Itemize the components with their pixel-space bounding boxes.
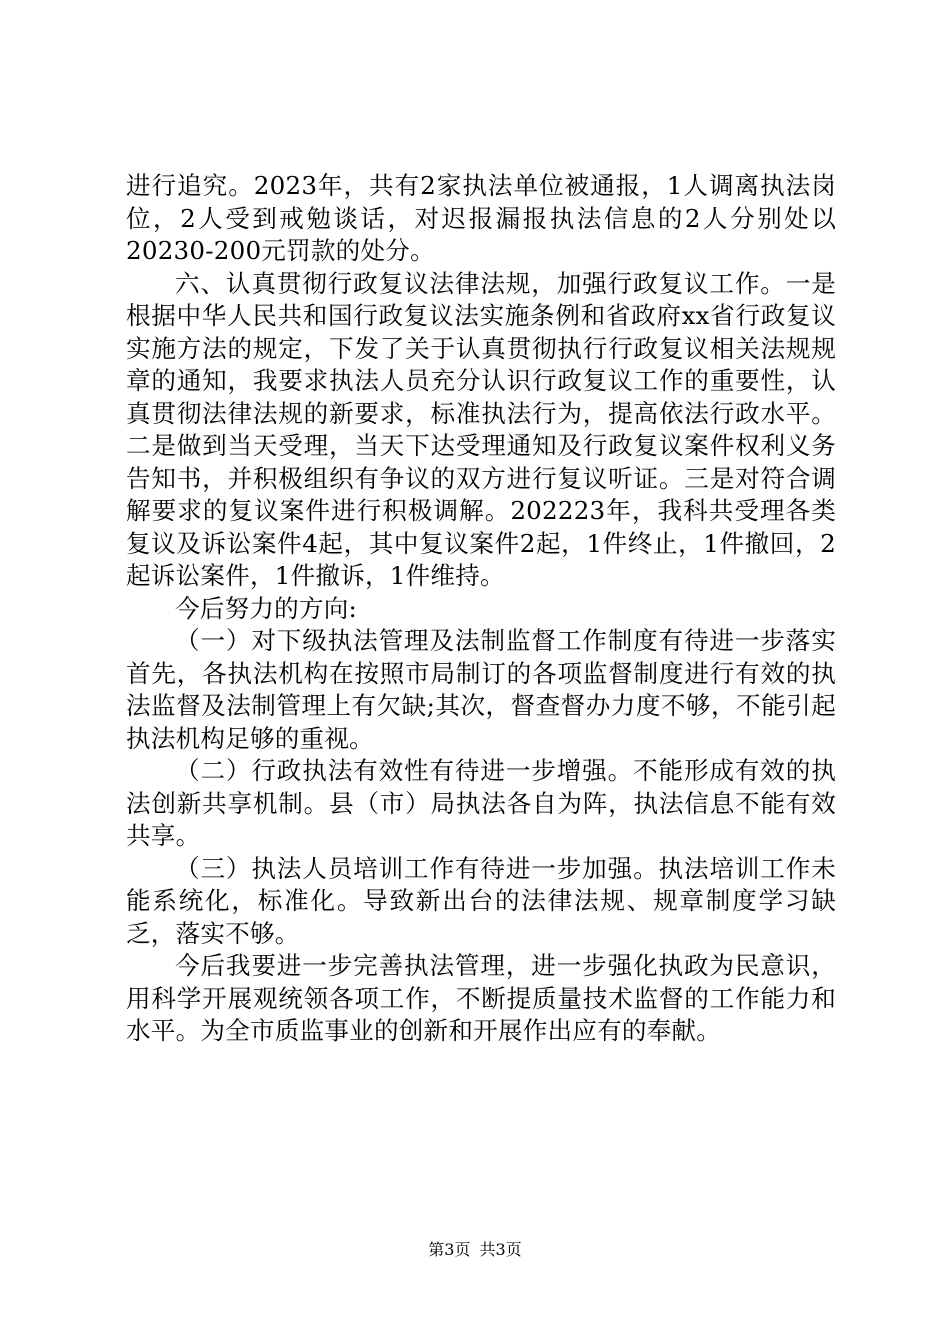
paragraph-item-three: （三）执法人员培训工作有待进一步加强。执法培训工作未能系统化，标准化。导致新出台的法律法规、规章制度学习缺乏，落实不够。 bbox=[126, 853, 836, 948]
paragraph-section-six: 六、认真贯彻行政复议法律法规，加强行政复议工作。一是根据中华人民共和国行政复议法实施条例和省政府xx省行政复议实施方法的规定，下发了关于认真贯彻执行行政复议相关法规规章的通知，我要求执法人员充分认识行政复议工作的重要性，认真贯彻法律法规的新要求，标准执法行为，提高依法行政水平。二是做到当天受理，当天下达受理通知及行政复议案件权利义务告知书，并积极组织有争议的双方进行复议听证。三是对符合调解要求的复议案件进行积极调解。202223年，我科共受理各类复议及诉讼案件4起，其中复议案件2起，1件终止，1件撤回，2起诉讼案件，1件撤诉，1件维持。 bbox=[126, 268, 836, 590]
paragraph-item-two: （二）行政执法有效性有待进一步增强。不能形成有效的执法创新共享机制。县（市）局执法各自为阵，执法信息不能有效共享。 bbox=[126, 756, 836, 850]
page-number-total: 共3页 bbox=[479, 1240, 522, 1259]
page-footer bbox=[0, 1240, 950, 1260]
paragraph-item-one: （一）对下级执法管理及法制监督工作制度有待进一步落实首先，各执法机构在按照市局制订的各项监督制度进行有效的执法监督及法制管理上有欠缺;其次，督查督办力度不够，不能引起执法机构足够的重视。 bbox=[126, 626, 836, 753]
page-number-current: 第3页 bbox=[428, 1240, 471, 1259]
paragraph-continuation: 进行追究。2023年，共有2家执法单位被通报，1人调离执法岗位，2人受到戒勉谈话，对迟报漏报执法信息的2人分别处以20230-200元罚款的处分。 bbox=[126, 171, 836, 265]
paragraph-future-direction-heading: 今后努力的方向: bbox=[175, 593, 358, 623]
document-body bbox=[126, 170, 836, 1048]
paragraph-conclusion: 今后我要进一步完善执法管理，进一步强化执政为民意识，用科学开展观统领各项工作，不断提质量技术监督的工作能力和水平。为全市质监事业的创新和开展作出应有的奉献。 bbox=[126, 951, 836, 1045]
